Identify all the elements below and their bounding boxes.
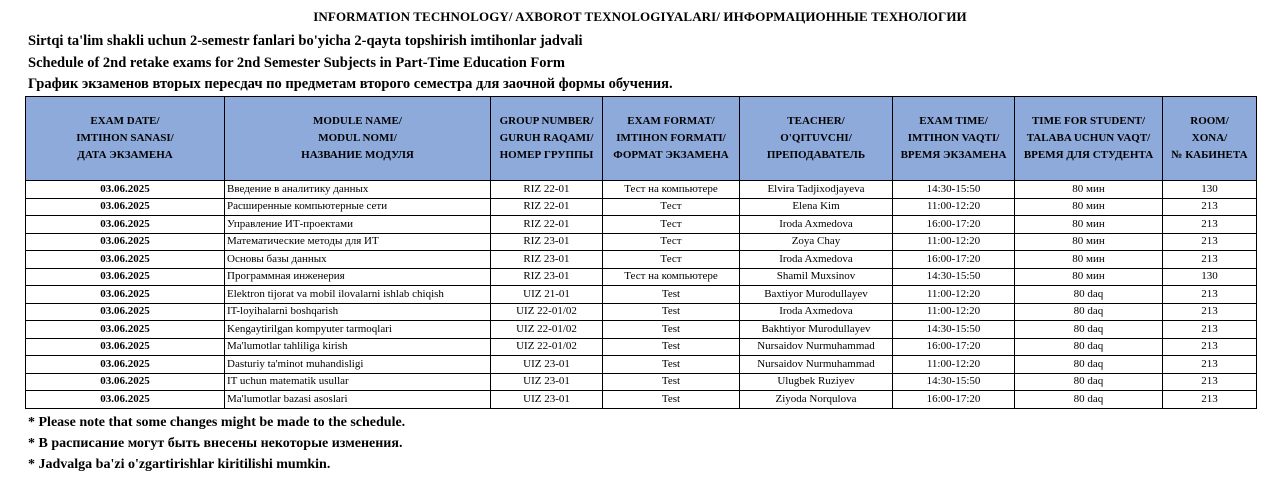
group-number-cell: UIZ 22-01/02 (491, 338, 603, 356)
exam-date-cell: 03.06.2025 (26, 198, 225, 216)
group-number-cell: RIZ 23-01 (491, 251, 603, 269)
teacher-cell: Baxtiyor Murodullayev (740, 286, 893, 304)
exam-time-cell: 14:30-15:50 (893, 321, 1015, 339)
room-cell: 213 (1163, 198, 1257, 216)
exam-format-cell: Test (603, 338, 740, 356)
column-header-room: ROOM/ XONA/ № КАБИНЕТА (1163, 97, 1257, 181)
exam-time-cell: 16:00-17:20 (893, 391, 1015, 409)
group-number-cell: RIZ 22-01 (491, 181, 603, 199)
table-row (26, 356, 1257, 374)
group-number-cell: UIZ 23-01 (491, 373, 603, 391)
table-row (26, 391, 1257, 409)
exam-date-cell: 03.06.2025 (26, 181, 225, 199)
teacher-cell: Ziyoda Norqulova (740, 391, 893, 409)
group-number-cell: UIZ 22-01/02 (491, 303, 603, 321)
teacher-cell: Nursaidov Nurmuhammad (740, 356, 893, 374)
teacher-cell: Elena Kim (740, 198, 893, 216)
exam-format-cell: Тест на компьютере (603, 268, 740, 286)
column-header-exam-format: EXAM FORMAT/ IMTIHON FORMATI/ ФОРМАТ ЭКЗАМЕНА (603, 97, 740, 181)
module-name-cell: Программная инженерия (225, 268, 491, 286)
exam-time-cell: 16:00-17:20 (893, 216, 1015, 234)
subtitle-english: Schedule of 2nd retake exams for 2nd Semester Subjects in Part-Time Education Form (28, 55, 566, 71)
exam-time-cell: 16:00-17:20 (893, 251, 1015, 269)
teacher-cell: Shamil Muxsinov (740, 268, 893, 286)
module-name-cell: Введение в аналитику данных (225, 181, 491, 199)
column-header-exam-time: EXAM TIME/ IMTIHON VAQTI/ ВРЕМЯ ЭКЗАМЕНА (893, 97, 1015, 181)
exam-time-cell: 14:30-15:50 (893, 181, 1015, 199)
module-name-cell: Elektron tijorat va mobil ilovalarni ishlab chiqish (225, 286, 491, 304)
module-name-cell: Kengaytirilgan kompyuter tarmoqlari (225, 321, 491, 339)
room-cell: 213 (1163, 251, 1257, 269)
table-row (26, 321, 1257, 339)
exam-format-cell: Тест на компьютере (603, 181, 740, 199)
group-number-cell: UIZ 21-01 (491, 286, 603, 304)
table-row (26, 233, 1257, 251)
room-cell: 130 (1163, 181, 1257, 199)
student-time-cell: 80 мин (1015, 181, 1163, 199)
exam-format-cell: Test (603, 391, 740, 409)
table-body (26, 181, 1257, 409)
teacher-cell: Bakhtiyor Murodullayev (740, 321, 893, 339)
exam-time-cell: 11:00-12:20 (893, 303, 1015, 321)
room-cell: 213 (1163, 286, 1257, 304)
exam-time-cell: 11:00-12:20 (893, 198, 1015, 216)
column-header-teacher: TEACHER/ O'QITUVCHI/ ПРЕПОДАВАТЕЛЬ (740, 97, 893, 181)
teacher-cell: Iroda Axmedova (740, 303, 893, 321)
exam-format-cell: Test (603, 286, 740, 304)
student-time-cell: 80 мин (1015, 268, 1163, 286)
group-number-cell: RIZ 22-01 (491, 216, 603, 234)
column-header-module-name: MODULE NAME/ MODUL NOMI/ НАЗВАНИЕ МОДУЛЯ (225, 97, 491, 181)
exam-time-cell: 14:30-15:50 (893, 373, 1015, 391)
teacher-cell: Iroda Axmedova (740, 216, 893, 234)
module-name-cell: Управление ИТ-проектами (225, 216, 491, 234)
exam-format-cell: Тест (603, 198, 740, 216)
group-number-cell: RIZ 23-01 (491, 268, 603, 286)
module-name-cell: IT-loyihalarni boshqarish (225, 303, 491, 321)
module-name-cell: Основы базы данных (225, 251, 491, 269)
column-header-group-number: GROUP NUMBER/ GURUH RAQAMI/ НОМЕР ГРУППЫ (491, 97, 603, 181)
group-number-cell: RIZ 23-01 (491, 233, 603, 251)
group-number-cell: UIZ 22-01/02 (491, 321, 603, 339)
student-time-cell: 80 мин (1015, 198, 1163, 216)
exam-schedule-table (25, 96, 1257, 409)
module-name-cell: IT uchun matematik usullar (225, 373, 491, 391)
note-uzbek: * Jadvalga ba'zi o'zgartirishlar kiritilishi mumkin. (28, 457, 331, 472)
exam-date-cell: 03.06.2025 (26, 216, 225, 234)
subtitle-russian: График экзаменов вторых пересдач по предметам второго семестра для заочной формы обучения. (28, 76, 673, 92)
group-number-cell: UIZ 23-01 (491, 391, 603, 409)
exam-date-cell: 03.06.2025 (26, 268, 225, 286)
table-row (26, 198, 1257, 216)
group-number-cell: UIZ 23-01 (491, 356, 603, 374)
exam-date-cell: 03.06.2025 (26, 373, 225, 391)
note-russian: * В расписание могут быть внесены некоторые изменения. (28, 436, 403, 451)
table-row (26, 303, 1257, 321)
exam-time-cell: 11:00-12:20 (893, 356, 1015, 374)
room-cell: 213 (1163, 391, 1257, 409)
column-header-exam-date: EXAM DATE/ IMTIHON SANASI/ ДАТА ЭКЗАМЕНА (26, 97, 225, 181)
student-time-cell: 80 daq (1015, 338, 1163, 356)
exam-time-cell: 11:00-12:20 (893, 233, 1015, 251)
student-time-cell: 80 daq (1015, 321, 1163, 339)
room-cell: 213 (1163, 303, 1257, 321)
exam-date-cell: 03.06.2025 (26, 233, 225, 251)
teacher-cell: Ulugbek Ruziyev (740, 373, 893, 391)
module-name-cell: Расширенные компьютерные сети (225, 198, 491, 216)
table-row (26, 216, 1257, 234)
exam-format-cell: Test (603, 373, 740, 391)
exam-date-cell: 03.06.2025 (26, 251, 225, 269)
exam-time-cell: 16:00-17:20 (893, 338, 1015, 356)
table-row (26, 181, 1257, 199)
room-cell: 213 (1163, 373, 1257, 391)
exam-format-cell: Тест (603, 251, 740, 269)
table-row (26, 338, 1257, 356)
page-title: INFORMATION TECHNOLOGY/ AXBOROT TEXNOLOGIYALARI/ ИНФОРМАЦИОННЫЕ ТЕХНОЛОГИИ (313, 9, 967, 24)
exam-format-cell: Test (603, 356, 740, 374)
exam-format-cell: Test (603, 303, 740, 321)
module-name-cell: Dasturiy ta'minot muhandisligi (225, 356, 491, 374)
exam-time-cell: 11:00-12:20 (893, 286, 1015, 304)
table-row (26, 373, 1257, 391)
teacher-cell: Iroda Axmedova (740, 251, 893, 269)
student-time-cell: 80 мин (1015, 233, 1163, 251)
student-time-cell: 80 мин (1015, 251, 1163, 269)
table-row (26, 251, 1257, 269)
exam-date-cell: 03.06.2025 (26, 321, 225, 339)
exam-date-cell: 03.06.2025 (26, 356, 225, 374)
subtitle-uzbek: Sirtqi ta'lim shakli uchun 2-semestr fanlari bo'yicha 2-qayta topshirish imtihonlar jadvali (28, 33, 583, 49)
student-time-cell: 80 мин (1015, 216, 1163, 234)
exam-date-cell: 03.06.2025 (26, 286, 225, 304)
exam-date-cell: 03.06.2025 (26, 303, 225, 321)
module-name-cell: Ma'lumotlar tahliliga kirish (225, 338, 491, 356)
exam-date-cell: 03.06.2025 (26, 391, 225, 409)
room-cell: 213 (1163, 216, 1257, 234)
student-time-cell: 80 daq (1015, 373, 1163, 391)
table-row (26, 268, 1257, 286)
header-row (26, 97, 1257, 181)
exam-time-cell: 14:30-15:50 (893, 268, 1015, 286)
module-name-cell: Математические методы для ИТ (225, 233, 491, 251)
table-row (26, 286, 1257, 304)
table-header (26, 97, 1257, 181)
teacher-cell: Zoya Chay (740, 233, 893, 251)
exam-format-cell: Test (603, 321, 740, 339)
student-time-cell: 80 daq (1015, 286, 1163, 304)
teacher-cell: Nursaidov Nurmuhammad (740, 338, 893, 356)
student-time-cell: 80 daq (1015, 391, 1163, 409)
room-cell: 213 (1163, 321, 1257, 339)
exam-format-cell: Тест (603, 216, 740, 234)
module-name-cell: Ma'lumotlar bazasi asoslari (225, 391, 491, 409)
column-header-time-for-student: TIME FOR STUDENT/ TALABA UCHUN VAQT/ ВРЕМЯ ДЛЯ СТУДЕНТА (1015, 97, 1163, 181)
room-cell: 130 (1163, 268, 1257, 286)
group-number-cell: RIZ 22-01 (491, 198, 603, 216)
exam-date-cell: 03.06.2025 (26, 338, 225, 356)
teacher-cell: Elvira Tadjixodjayeva (740, 181, 893, 199)
room-cell: 213 (1163, 233, 1257, 251)
student-time-cell: 80 daq (1015, 356, 1163, 374)
room-cell: 213 (1163, 356, 1257, 374)
note-english: * Please note that some changes might be made to the schedule. (28, 415, 406, 430)
exam-format-cell: Тест (603, 233, 740, 251)
student-time-cell: 80 daq (1015, 303, 1163, 321)
room-cell: 213 (1163, 338, 1257, 356)
